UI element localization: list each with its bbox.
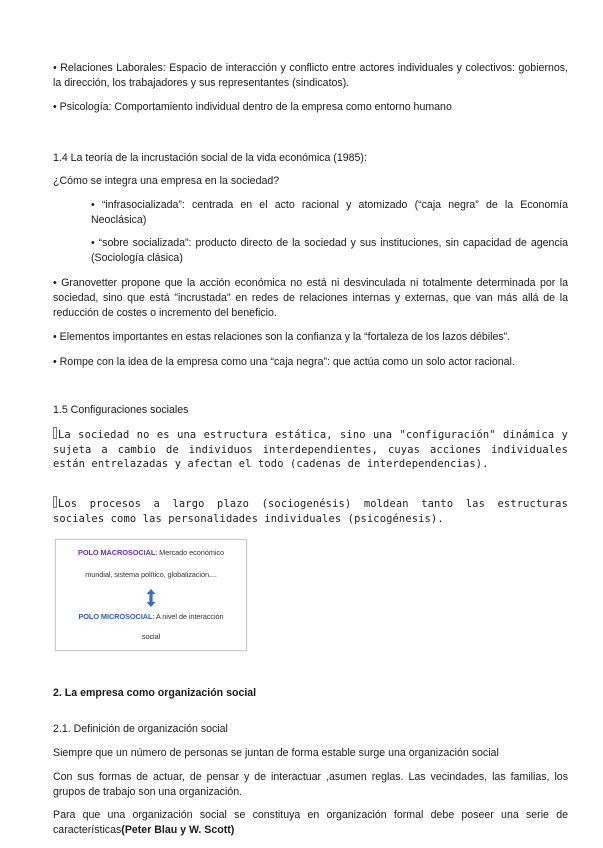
bullet-rompe: • Rompe con la idea de la empresa como una “caja negra”: que actúa como un solo actor racional.: [53, 356, 515, 368]
question-integra: ¿Cómo se integra una empresa en la sociedad?: [53, 175, 280, 187]
micro-line-2: social: [141, 632, 161, 641]
bullet-psicologia: • Psicología: Comportamiento individual dentro de la empresa como entorno humano: [53, 101, 452, 113]
macro-line-2: mundial, sistema político, globalización....: [85, 570, 217, 579]
heading-2-1: 2.1. Definición de organización social: [53, 723, 228, 735]
para-siempre: Siempre que un número de personas se juntan de forma estable surge una organización social: [53, 747, 499, 759]
text-cursor-icon: [53, 427, 57, 439]
heading-1-5: 1.5 Configuraciones sociales: [53, 404, 189, 416]
micro-line: [56, 612, 246, 622]
para-caracteristicas: [53, 808, 568, 838]
macro-text: : Mercado económico: [155, 548, 224, 557]
para-caracteristicas-text: Para que una organización social se constituya en organización formal debe poseer una serie de características: [53, 809, 568, 836]
micro-label: POLO MICROSOCIAL: [78, 612, 153, 621]
heading-2: 2. La empresa como organización social: [53, 687, 257, 699]
polo-diagram: [55, 539, 247, 651]
text-cursor-icon: [53, 496, 57, 508]
para-formas: Con sus formas de actuar, de pensar y de interactuar ,asumen reglas. Las vecindades, las familias, los grupos de trabajo son una organización.: [53, 771, 568, 798]
para-sociedad: [53, 427, 568, 472]
sub-bullet-sobre-socializada: • “sobre socializada”: producto directo de la sociedad y sus instituciones, sin capacidad de agencia (Sociología clásica): [91, 237, 568, 264]
para-sociedad-text: La sociedad no es una estructura estática, sino una "configuración" dinámica y sujeta a cambio de individuos interdependientes, cuyas acciones individuales están entrelazadas y afectan el todo (cadenas de interdependencias).: [53, 429, 568, 470]
bullet-relaciones-laborales: • Relaciones Laborales: Espacio de interacción y conflicto entre actores individuales y colectivos: gobiernos, la dirección, los trabajadores y sus representantes (sindicatos).: [53, 62, 568, 89]
macro-label: POLO MACROSOCIAL: [78, 548, 156, 557]
bullet-granovetter: • Granovetter propone que la acción económica no está ni desvinculada ni totalmente determinada por la sociedad, sino que está "incrustada" en redes de relaciones internas y externas, que van más allá de la reducción de costes o incremento del beneficio.: [53, 277, 568, 319]
para-procesos: [53, 496, 568, 526]
para-caracteristicas-authors: (Peter Blau y W. Scott): [121, 824, 235, 836]
bullet-elementos: • Elementos importantes en estas relaciones son la confianza y la “fortaleza de los lazos débiles”.: [53, 331, 511, 343]
macro-line: [56, 548, 246, 558]
heading-1-4: 1.4 La teoría de la incrustación social de la vida económica (1985):: [53, 152, 367, 164]
micro-text: : A nivel de interacción: [152, 612, 224, 621]
up-down-arrow-icon: [144, 588, 158, 608]
sub-bullet-infrasocializada: • “infrasocializada”: centrada en el acto racional y atomizado (“caja negra” de la Economía Neoclásica): [91, 199, 568, 226]
para-procesos-text: Los procesos a largo plazo (sociogenésis) moldean tanto las estructuras sociales como las personalidades individuales (psicogénesis).: [53, 498, 568, 525]
